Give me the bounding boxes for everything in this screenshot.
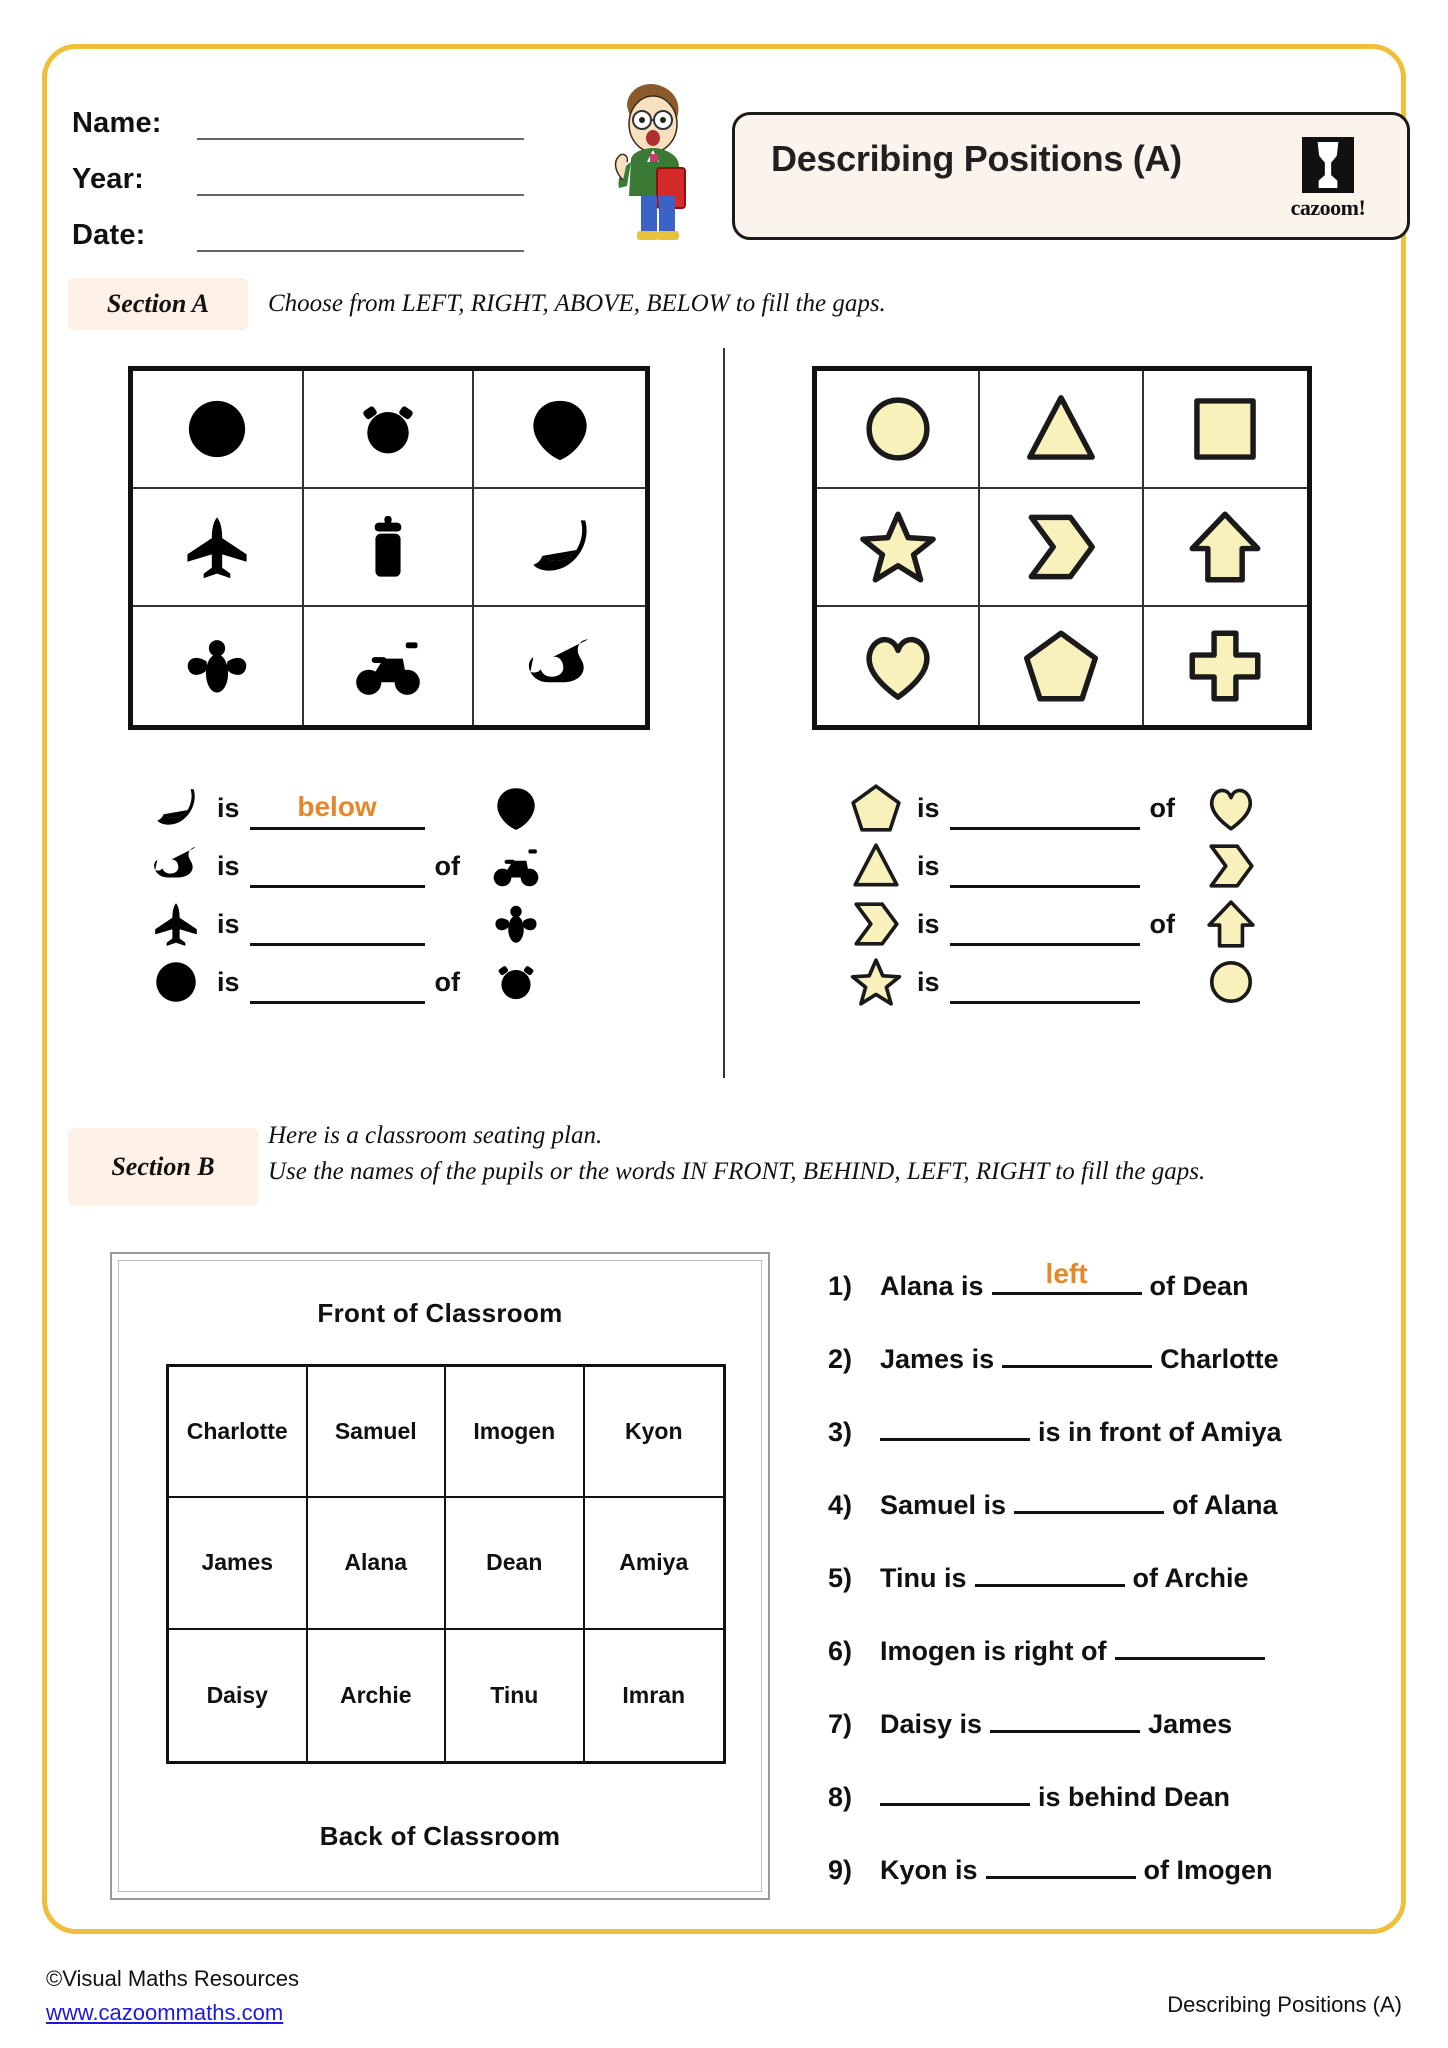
question-number: 9) xyxy=(828,1855,853,1885)
alien-icon xyxy=(523,392,597,466)
grid-cell xyxy=(133,371,304,489)
grid-cell xyxy=(980,489,1143,607)
shape-grid-right xyxy=(812,366,1312,730)
section-a-divider xyxy=(723,348,725,1078)
q-verb: is xyxy=(917,850,940,881)
q-object-icon xyxy=(1200,838,1262,894)
question-b-9 xyxy=(828,1842,1368,1915)
triangle-shape-icon xyxy=(1022,390,1100,468)
footer-left xyxy=(46,1962,299,2030)
q-connector: of xyxy=(434,966,461,997)
bicycle-icon xyxy=(351,629,425,703)
q-subject-icon xyxy=(845,954,907,1010)
question-b-1 xyxy=(828,1258,1368,1331)
q-subject-icon xyxy=(145,954,207,1010)
question-b-2 xyxy=(828,1331,1368,1404)
chevron-shape-icon xyxy=(1203,840,1259,892)
q-verb: is xyxy=(217,966,240,997)
q-verb: is xyxy=(217,908,240,939)
question-text-after: of Dean xyxy=(1149,1271,1249,1301)
date-field-row xyxy=(72,196,542,252)
question-text-before: James is xyxy=(880,1344,995,1374)
seat-cell: Amiya xyxy=(585,1498,724,1629)
q-connector: of xyxy=(434,850,461,881)
student-info-fields xyxy=(72,84,542,252)
question-a-left-2 xyxy=(145,838,547,894)
q-object-icon xyxy=(485,954,547,1010)
square-shape-icon xyxy=(1186,390,1264,468)
answer-blank[interactable] xyxy=(880,1404,1030,1441)
grid-cell xyxy=(817,489,980,607)
question-text-before: Kyon is xyxy=(880,1855,978,1885)
grid-cell xyxy=(133,607,304,725)
heart-shape-icon xyxy=(859,627,937,705)
section-b-instruction-line2: Use the names of the pupils or the words IN FRONT, BEHIND, LEFT, RIGHT to fill the gaps. xyxy=(268,1157,1206,1185)
question-a-right-3 xyxy=(845,896,1262,952)
year-input-line[interactable] xyxy=(197,164,524,196)
q-object-icon xyxy=(485,838,547,894)
seat-cell: Daisy xyxy=(169,1630,308,1761)
dinosaur-icon xyxy=(148,840,204,892)
q-subject-icon xyxy=(845,780,907,836)
seat-cell: Archie xyxy=(308,1630,447,1761)
banana-icon xyxy=(148,782,204,834)
question-text-before: Daisy is xyxy=(880,1709,983,1739)
question-number: 2) xyxy=(828,1344,853,1374)
airplane-icon xyxy=(180,510,254,584)
answer-blank[interactable] xyxy=(950,903,1140,946)
question-b-6 xyxy=(828,1623,1368,1696)
name-input-line[interactable] xyxy=(197,108,524,140)
q-connector: of xyxy=(1149,792,1176,823)
seat-cell: Imran xyxy=(622,1681,686,1708)
front-of-classroom-label: Front of Classroom xyxy=(317,1298,563,1328)
worksheet-header xyxy=(42,44,1406,251)
question-a-left-4 xyxy=(145,954,547,1010)
q-verb: is xyxy=(917,792,940,823)
pentagon-shape-icon xyxy=(1022,627,1100,705)
question-number: 7) xyxy=(828,1709,853,1739)
q-object-icon xyxy=(1200,954,1262,1010)
answer-blank[interactable] xyxy=(250,845,425,888)
airplane-icon xyxy=(148,898,204,950)
beach-ball-icon xyxy=(148,956,204,1008)
grid-cell xyxy=(1144,371,1307,489)
q-object-icon xyxy=(1200,896,1262,952)
bee-icon xyxy=(488,898,544,950)
question-a-left-1 xyxy=(145,780,547,836)
grid-cell xyxy=(474,489,645,607)
year-field-row xyxy=(72,140,542,196)
section-a-instruction: Choose from LEFT, RIGHT, ABOVE, BELOW to fill the gaps. xyxy=(268,290,886,317)
q-verb: is xyxy=(917,966,940,997)
grid-cell xyxy=(304,489,475,607)
question-text-after: of Alana xyxy=(1172,1490,1278,1520)
question-text-after: Charlotte xyxy=(1160,1344,1279,1374)
seat-cell: Alana xyxy=(308,1498,447,1629)
seating-grid xyxy=(166,1364,726,1764)
grid-cell xyxy=(1144,607,1307,725)
chevron-shape-icon xyxy=(848,898,904,950)
question-text-after: of Imogen xyxy=(1143,1855,1273,1885)
cazoom-website-link[interactable]: www.cazoommaths.com xyxy=(46,2000,284,2026)
question-text-before: Samuel is xyxy=(880,1490,1007,1520)
answer-blank[interactable] xyxy=(990,1696,1140,1733)
up-arrow-shape-icon xyxy=(1186,508,1264,586)
seat-cell: Samuel xyxy=(308,1367,447,1498)
grid-cell xyxy=(304,371,475,489)
question-text-before: Tinu is xyxy=(880,1563,967,1593)
answer-text: below xyxy=(297,790,377,822)
question-b-4 xyxy=(828,1477,1368,1550)
section-a-label: Section A xyxy=(68,278,248,330)
name-field-row xyxy=(72,84,542,140)
grid-cell xyxy=(817,371,980,489)
triangle-shape-icon xyxy=(848,840,904,892)
name-label: Name: xyxy=(72,107,162,139)
q-subject-icon xyxy=(145,838,207,894)
answer-text: left xyxy=(1045,1258,1088,1289)
classroom-seating-plan xyxy=(110,1252,770,1900)
answer-blank[interactable] xyxy=(1014,1477,1164,1514)
teacher-mascot-icon xyxy=(597,76,707,241)
q-verb: is xyxy=(217,850,240,881)
q-subject-icon xyxy=(145,896,207,952)
baby-bottle-icon xyxy=(351,510,425,584)
circle-shape-icon xyxy=(1203,956,1259,1008)
q-object-icon xyxy=(485,780,547,836)
year-label: Year: xyxy=(72,163,144,195)
seat-cell: Charlotte xyxy=(169,1367,308,1498)
picture-grid-left xyxy=(128,366,650,730)
q-verb: is xyxy=(217,792,240,823)
answer-blank[interactable] xyxy=(1002,1331,1152,1368)
section-b-instruction xyxy=(268,1118,1368,1189)
alarm-clock-icon xyxy=(351,392,425,466)
section-b-questions xyxy=(828,1258,1368,1915)
star-shape-icon xyxy=(848,956,904,1008)
question-a-right-4 xyxy=(845,954,1262,1010)
q-verb: is xyxy=(917,908,940,939)
question-a-left-3 xyxy=(145,896,547,952)
footer-worksheet-name: Describing Positions (A) xyxy=(1167,1992,1402,2017)
question-b-3 xyxy=(828,1404,1368,1477)
q-subject-icon xyxy=(845,838,907,894)
answer-blank[interactable] xyxy=(1115,1623,1265,1660)
heart-shape-icon xyxy=(1203,782,1259,834)
question-text-after: is in front of Amiya xyxy=(1038,1417,1282,1447)
answer-blank[interactable] xyxy=(250,961,425,1004)
question-number: 4) xyxy=(828,1490,853,1520)
cazoom-logo-text: cazoom! xyxy=(1290,195,1366,220)
cross-shape-icon xyxy=(1186,627,1264,705)
grid-cell xyxy=(1144,489,1307,607)
question-a-right-2 xyxy=(845,838,1262,894)
up-arrow-shape-icon xyxy=(1203,898,1259,950)
banana-icon xyxy=(523,510,597,584)
question-number: 1) xyxy=(828,1271,853,1301)
answer-blank[interactable] xyxy=(950,787,1140,830)
q-subject-icon xyxy=(145,780,207,836)
bee-icon xyxy=(180,629,254,703)
cazoom-trophy-icon xyxy=(1302,137,1354,193)
grid-cell xyxy=(474,371,645,489)
cazoom-logo xyxy=(1283,137,1373,221)
seat-cell: Dean xyxy=(446,1498,585,1629)
answer-blank[interactable] xyxy=(986,1842,1136,1879)
grid-cell xyxy=(133,489,304,607)
answer-blank[interactable] xyxy=(250,903,425,946)
chevron-shape-icon xyxy=(1022,508,1100,586)
dinosaur-icon xyxy=(523,629,597,703)
question-number: 8) xyxy=(828,1782,853,1812)
copyright-text: ©Visual Maths Resources xyxy=(46,1966,300,1991)
answer-blank[interactable] xyxy=(975,1550,1125,1587)
worksheet-title-box xyxy=(732,112,1410,240)
grid-cell xyxy=(817,607,980,725)
question-number: 6) xyxy=(828,1636,853,1666)
date-label: Date: xyxy=(72,219,146,251)
seat-cell: Kyon xyxy=(585,1367,724,1498)
section-b-instruction-line1: Here is a classroom seating plan. xyxy=(268,1122,603,1149)
answer-blank[interactable] xyxy=(880,1769,1030,1806)
question-text-after: of Archie xyxy=(1132,1563,1249,1593)
question-text-before: Alana is xyxy=(880,1271,984,1301)
grid-cell xyxy=(304,607,475,725)
date-input-line[interactable] xyxy=(197,220,524,252)
pentagon-shape-icon xyxy=(848,782,904,834)
alien-icon xyxy=(488,782,544,834)
q-object-icon xyxy=(485,896,547,952)
q-subject-icon xyxy=(845,896,907,952)
question-b-7 xyxy=(828,1696,1368,1769)
star-shape-icon xyxy=(859,508,937,586)
q-connector: of xyxy=(1149,908,1176,939)
grid-cell xyxy=(980,371,1143,489)
page-title: Describing Positions (A) xyxy=(771,138,1182,179)
seat-cell: James xyxy=(169,1498,308,1629)
question-a-right-1 xyxy=(845,780,1262,836)
answer-blank[interactable] xyxy=(250,787,425,830)
seat-cell: Tinu xyxy=(446,1630,585,1761)
q-object-icon xyxy=(1200,780,1262,836)
answer-blank[interactable] xyxy=(950,845,1140,888)
bicycle-icon xyxy=(488,840,544,892)
question-b-8 xyxy=(828,1769,1368,1842)
question-number: 5) xyxy=(828,1563,853,1593)
beach-ball-icon xyxy=(180,392,254,466)
worksheet-footer xyxy=(46,1962,1402,2042)
question-b-5 xyxy=(828,1550,1368,1623)
seat-cell: Imogen xyxy=(446,1367,585,1498)
question-text-after: James xyxy=(1148,1709,1233,1739)
answer-blank[interactable] xyxy=(950,961,1140,1004)
question-text-before: Imogen is right of xyxy=(880,1636,1107,1666)
grid-cell xyxy=(474,607,645,725)
back-of-classroom-label: Back of Classroom xyxy=(319,1821,561,1851)
answer-blank[interactable] xyxy=(992,1258,1142,1295)
question-number: 3) xyxy=(828,1417,853,1447)
circle-shape-icon xyxy=(859,390,937,468)
question-text-after: is behind Dean xyxy=(1038,1782,1231,1812)
section-b-label: Section B xyxy=(68,1128,258,1206)
alarm-clock-icon xyxy=(488,956,544,1008)
grid-cell xyxy=(980,607,1143,725)
